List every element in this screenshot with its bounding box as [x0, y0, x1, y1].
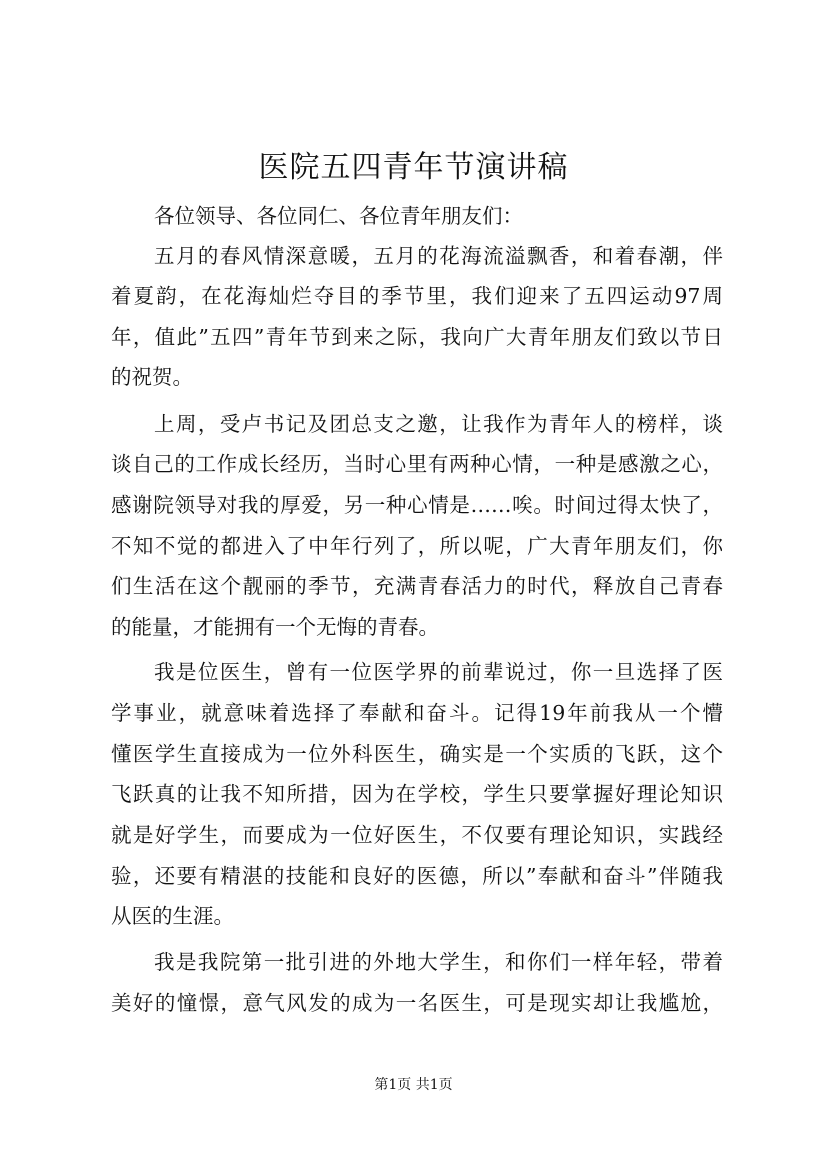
paragraph-2-line-5: 们生活在这个靓丽的季节，充满青春活力的时代，释放自己青春 [111, 574, 723, 598]
paragraph-3-line-3: 懂医学生直接成为一位外科医生，确实是一个实质的飞跃，这个 [111, 742, 723, 766]
paragraph-2-line-4: 不知不觉的都进入了中年行列了，所以呢，广大青年朋友们，你 [111, 534, 723, 558]
paragraph-4-line-1: 我是我院第一批引进的外地大学生，和你们一样年轻，带着 [154, 950, 723, 974]
greeting-line: 各位领导、各位同仁、各位青年朋友们： [154, 204, 523, 228]
paragraph-1-line-4: 的祝贺。 [111, 365, 193, 389]
paragraph-2-line-1: 上周，受卢书记及团总支之邀，让我作为青年人的榜样，谈 [154, 412, 723, 436]
document-title: 医院五四青年节演讲稿 [258, 150, 569, 185]
paragraph-2-line-6: 的能量，才能拥有一个无悔的青春。 [111, 615, 439, 639]
paragraph-3-line-2: 学事业，就意味着选择了奉献和奋斗。记得19年前我从一个懵 [111, 701, 723, 725]
paragraph-3-line-7: 从医的生涯。 [111, 904, 234, 928]
paragraph-2-line-3: 感谢院领导对我的厚爱，另一种心情是……唉。时间过得太快了， [111, 493, 723, 517]
paragraph-3-line-1: 我是位医生，曾有一位医学界的前辈说过，你一旦选择了医 [154, 660, 723, 684]
paragraph-4-line-2: 美好的憧憬，意气风发的成为一名医生，可是现实却让我尴尬， [111, 991, 723, 1015]
page-footer: 第1页 共1页 [374, 1077, 453, 1093]
paragraph-3-line-6: 验，还要有精湛的技能和良好的医德，所以”奉献和奋斗”伴随我 [111, 864, 723, 888]
paragraph-2-line-2: 谈自己的工作成长经历，当时心里有两种心情，一种是感激之心， [111, 452, 723, 476]
paragraph-1-line-1: 五月的春风情深意暖，五月的花海流溢飘香，和着春潮，伴 [154, 244, 723, 268]
paragraph-3-line-5: 就是好学生，而要成为一位好医生，不仅要有理论知识，实践经 [111, 823, 723, 847]
paragraph-3-line-4: 飞跃真的让我不知所措，因为在学校，学生只要掌握好理论知识 [111, 782, 723, 806]
paragraph-1-line-2: 着夏韵，在花海灿烂夺目的季节里，我们迎来了五四运动97周 [111, 284, 723, 308]
paragraph-1-line-3: 年，值此”五四”青年节到来之际，我向广大青年朋友们致以节日 [111, 325, 723, 349]
